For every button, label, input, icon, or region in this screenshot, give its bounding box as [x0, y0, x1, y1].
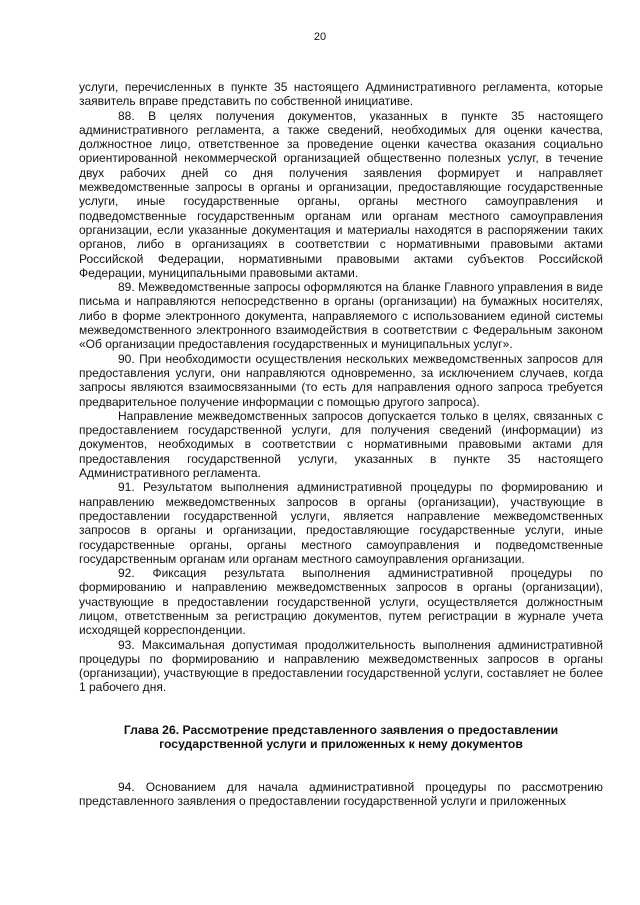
- paragraph-p92: 92. Фиксация результата выполнения административной процедуры по формированию и направлению межведомственных запросов в органы (организации), участвующие в предоставлении государственной услуги, осуществляется должностным лицом, ответственным за регистрацию документов, путем регистрации в журнале учета исходящей корреспонденции.: [79, 566, 603, 638]
- paragraph-p88: 88. В целях получения документов, указанных в пункте 35 настоящего административного регламента, а также сведений, необходимых для оценки качества, должностное лицо, ответственное за проведение оценки качества оказания социально ориентированной некоммерческой организацией общественно полезных услуг, в течение двух рабочих дней со дня получения заявления формирует и направляет межведомственные запросы в органы и организации, предоставляющие государственные услуги, иные государственные органы, органы местного самоуправления и подведомственные государственным органам или органам местного самоуправления организации, если указанные документация и материалы находятся в распоряжении таких органов, либо в организациях в соответствии с нормативными правовыми актами Российской Федерации, нормативными правовыми актами субъектов Российской Федерации, муниципальными правовыми актами.: [79, 108, 603, 280]
- paragraph-p93: 93. Максимальная допустимая продолжительность выполнения административной процедуры по формированию и направлению межведомственных запросов в органы (организации), участвующие в предоставлении государственной услуги, составляет не более 1 рабочего дня.: [79, 637, 603, 695]
- document-body: [79, 80, 603, 808]
- page-number: 20: [313, 31, 327, 43]
- paragraph-p89: 89. Межведомственные запросы оформляются на бланке Главного управления в виде письма и направляются непосредственно в органы (организации) на бумажных носителях, либо в форме электронного документа, направляемого с использованием единой системы межведомственного электронного взаимодействия в соответствии с Федеральным законом «Об организации предоставления государственных и муниципальных услуг».: [79, 280, 603, 352]
- paragraphs-before-chapter: [79, 80, 603, 695]
- paragraph-p91: 91. Результатом выполнения административной процедуры по формированию и направлению межведомственных запросов в органы (организации), участвующие в предоставлении государственной услуги, является направление межведомственных запросов в органы и организации, предоставляющие государственные услуги, иные государственные органы, органы местного самоуправления и подведомственные государственным органам или органам местного самоуправления организации.: [79, 480, 603, 566]
- paragraphs-after-chapter: [79, 780, 603, 809]
- chapter-heading-line-1: Глава 26. Рассмотрение представленного заявления о предоставлении: [123, 722, 559, 737]
- paragraph-p90: 90. При необходимости осуществления нескольких межведомственных запросов для предоставления услуги, они направляются одновременно, за исключением случаев, когда запросы являются взаимосвязанными (то есть для направления одного запроса требуется предварительное получение информации с помощью другого запроса).: [79, 351, 603, 409]
- paragraph-cont-35: услуги, перечисленных в пункте 35 настоящего Административного регламента, которые заявитель вправе представить по собственной инициативе.: [79, 80, 603, 109]
- chapter-heading: [79, 723, 603, 752]
- paragraph-p90b: Направление межведомственных запросов допускается только в целях, связанных с предоставлением государственной услуги, для получения сведений (информации) из документов, необходимых в соответствии с нормативными правовыми актами для предоставления государственной услуги, указанных в пункте 35 настоящего Административного регламента.: [79, 408, 603, 481]
- chapter-heading-line-2: государственной услуги и приложенных к нему документов: [159, 737, 523, 752]
- paragraph-p94: 94. Основанием для начала административной процедуры по рассмотрению представленного заявления о предоставлении государственной услуги и приложенных: [79, 779, 603, 809]
